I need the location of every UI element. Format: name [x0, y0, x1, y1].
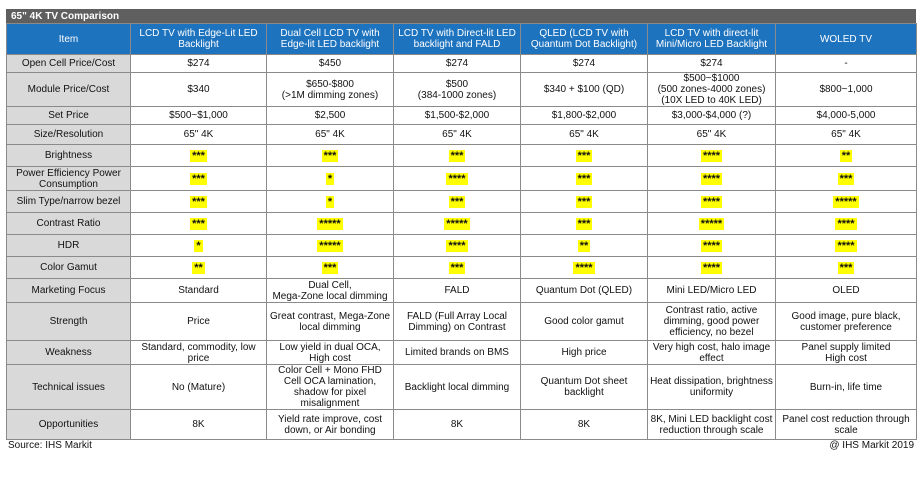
star-rating: *** — [192, 217, 205, 230]
table-cell: Price — [131, 303, 267, 341]
table-cell: Good image, pure black, customer preference — [776, 303, 917, 341]
table-cell — [267, 145, 394, 167]
table-cell: $274 — [131, 55, 267, 73]
table-cell: $340 + $100 (QD) — [521, 73, 648, 107]
table-cell: Panel cost reduction through scale — [776, 410, 917, 440]
header-row — [7, 24, 917, 55]
table-cell: $500~$1000 (500 zones-4000 zones) (10X LED to 40K LED) — [648, 73, 776, 107]
table-cell: Quantum Dot (QLED) — [521, 279, 648, 303]
column-header: WOLED TV — [776, 24, 917, 55]
row-label: Opportunities — [7, 410, 131, 440]
star-rating: ** — [579, 239, 589, 252]
star-rating: **** — [702, 261, 721, 274]
table-cell: 65" 4K — [776, 125, 917, 145]
table-cell — [648, 213, 776, 235]
table-cell — [394, 191, 521, 213]
table-cell: Backlight local dimming — [394, 365, 521, 410]
table-cell: Mini LED/Micro LED — [648, 279, 776, 303]
table-cell — [394, 235, 521, 257]
star-rating: * — [196, 239, 201, 252]
table-cell: Good color gamut — [521, 303, 648, 341]
table-cell: $3,000-$4,000 (?) — [648, 107, 776, 125]
table-cell: Yield rate improve, cost down, or Air bonding — [267, 410, 394, 440]
star-rating: * — [327, 172, 333, 185]
table-row — [7, 341, 917, 365]
star-rating: *** — [577, 172, 591, 185]
column-header: Item — [7, 24, 131, 55]
column-header: LCD TV with direct-lit Mini/Micro LED Backlight — [648, 24, 776, 55]
table-cell: $2,500 — [267, 107, 394, 125]
star-rating: *** — [450, 149, 464, 162]
table-cell: $274 — [648, 55, 776, 73]
table-cell: 8K, Mini LED backlight cost reduction through scale — [648, 410, 776, 440]
table-row — [7, 107, 917, 125]
star-rating: *** — [839, 261, 853, 274]
table-cell — [131, 235, 267, 257]
column-header: QLED (LCD TV with Quantum Dot Backlight) — [521, 24, 648, 55]
table-cell — [521, 257, 648, 279]
star-rating: ** — [841, 149, 851, 162]
table-cell: No (Mature) — [131, 365, 267, 410]
row-label: Marketing Focus — [7, 279, 131, 303]
source-note: Source: IHS Markit — [8, 440, 92, 451]
table-cell: 65" 4K — [267, 125, 394, 145]
star-rating: ***** — [319, 239, 341, 252]
table-cell — [776, 167, 917, 191]
table-cell: $4,000-5,000 — [776, 107, 917, 125]
star-rating: *** — [839, 172, 853, 185]
table-cell: Heat dissipation, brightness uniformity — [648, 365, 776, 410]
star-rating: **** — [837, 239, 855, 252]
star-rating: **** — [837, 217, 855, 230]
star-rating: ***** — [700, 217, 723, 230]
row-label: Strength — [7, 303, 131, 341]
star-rating: *** — [192, 195, 205, 208]
table-row — [7, 73, 917, 107]
table-row — [7, 235, 917, 257]
star-rating: ** — [194, 261, 203, 274]
table-row — [7, 191, 917, 213]
table-cell — [267, 191, 394, 213]
table-cell: Limited brands on BMS — [394, 341, 521, 365]
row-label: HDR — [7, 235, 131, 257]
table-cell — [776, 235, 917, 257]
star-rating: **** — [575, 261, 593, 274]
row-label: Open Cell Price/Cost — [7, 55, 131, 73]
row-label: Power Efficiency Power Consumption — [7, 167, 131, 191]
star-rating: ***** — [835, 195, 857, 208]
table-cell: Color Cell + Mono FHD Cell OCA lamination, shadow for pixel misalignment — [267, 365, 394, 410]
table-cell — [521, 191, 648, 213]
row-label: Brightness — [7, 145, 131, 167]
table-cell: $274 — [394, 55, 521, 73]
table-cell — [131, 191, 267, 213]
table-cell — [131, 257, 267, 279]
table-cell: Quantum Dot sheet backlight — [521, 365, 648, 410]
table-cell: $450 — [267, 55, 394, 73]
table-footer — [6, 440, 916, 452]
table-cell: High price — [521, 341, 648, 365]
row-label: Size/Resolution — [7, 125, 131, 145]
table-cell: $650-$800 (>1M dimming zones) — [267, 73, 394, 107]
star-rating: **** — [702, 195, 721, 208]
table-cell: Burn-in, life time — [776, 365, 917, 410]
row-label: Contrast Ratio — [7, 213, 131, 235]
table-cell — [648, 167, 776, 191]
table-cell: Low yield in dual OCA, High cost — [267, 341, 394, 365]
star-rating: **** — [448, 239, 466, 252]
table-cell — [394, 145, 521, 167]
table-body — [7, 55, 917, 440]
comparison-table — [6, 23, 917, 440]
table-cell — [267, 235, 394, 257]
table-cell — [131, 213, 267, 235]
star-rating: *** — [323, 261, 337, 274]
star-rating: *** — [192, 172, 205, 185]
table-cell — [648, 191, 776, 213]
star-rating: *** — [192, 149, 205, 162]
star-rating: *** — [323, 149, 337, 162]
table-row — [7, 55, 917, 73]
table-cell — [776, 191, 917, 213]
column-header: Dual Cell LCD TV with Edge-lit LED backlight — [267, 24, 394, 55]
table-cell — [648, 145, 776, 167]
star-rating: *** — [577, 217, 591, 230]
table-cell — [521, 213, 648, 235]
table-row — [7, 303, 917, 341]
table-cell: Panel supply limited High cost — [776, 341, 917, 365]
table-cell — [521, 145, 648, 167]
table-cell: 8K — [131, 410, 267, 440]
star-rating: **** — [702, 149, 721, 162]
star-rating: *** — [450, 261, 464, 274]
star-rating: **** — [702, 239, 721, 252]
table-cell — [131, 167, 267, 191]
star-rating: ***** — [319, 217, 341, 230]
table-cell — [648, 235, 776, 257]
table-cell: 8K — [394, 410, 521, 440]
column-header: LCD TV with Direct-lit LED backlight and FALD — [394, 24, 521, 55]
table-cell — [394, 213, 521, 235]
table-cell: $500~$1,000 — [131, 107, 267, 125]
table-cell: Very high cost, halo image effect — [648, 341, 776, 365]
star-rating: ***** — [446, 217, 468, 230]
table-cell: 65" 4K — [394, 125, 521, 145]
star-rating: **** — [702, 172, 721, 185]
table-cell: $274 — [521, 55, 648, 73]
star-rating: *** — [450, 195, 464, 208]
table-cell — [394, 257, 521, 279]
table-cell: $800~1,000 — [776, 73, 917, 107]
table-cell — [776, 257, 917, 279]
row-label: Weakness — [7, 341, 131, 365]
table-row — [7, 125, 917, 145]
table-title: 65" 4K TV Comparison — [6, 9, 916, 23]
copyright-note: @ IHS Markit 2019 — [829, 440, 914, 451]
table-cell — [648, 257, 776, 279]
star-rating: *** — [577, 149, 591, 162]
table-row — [7, 145, 917, 167]
table-cell: $1,800-$2,000 — [521, 107, 648, 125]
table-cell: $1,500-$2,000 — [394, 107, 521, 125]
table-cell: OLED — [776, 279, 917, 303]
table-cell: 65" 4K — [648, 125, 776, 145]
table-cell: - — [776, 55, 917, 73]
table-cell — [394, 167, 521, 191]
row-label: Technical issues — [7, 365, 131, 410]
row-label: Set Price — [7, 107, 131, 125]
table-cell: $500 (384-1000 zones) — [394, 73, 521, 107]
table-row — [7, 167, 917, 191]
table-row — [7, 213, 917, 235]
table-cell — [267, 167, 394, 191]
row-label: Slim Type/narrow bezel — [7, 191, 131, 213]
row-label: Module Price/Cost — [7, 73, 131, 107]
table-row — [7, 279, 917, 303]
table-cell: Standard, commodity, low price — [131, 341, 267, 365]
table-cell: Standard — [131, 279, 267, 303]
comparison-table-container — [6, 9, 916, 452]
table-cell: FALD (Full Array Local Dimming) on Contrast — [394, 303, 521, 341]
table-cell: 8K — [521, 410, 648, 440]
table-cell: FALD — [394, 279, 521, 303]
table-cell — [267, 213, 394, 235]
table-cell: Dual Cell, Mega-Zone local dimming — [267, 279, 394, 303]
table-row — [7, 410, 917, 440]
column-header: LCD TV with Edge-Lit LED Backlight — [131, 24, 267, 55]
table-cell — [267, 257, 394, 279]
table-cell — [776, 213, 917, 235]
star-rating: * — [327, 195, 333, 208]
table-row — [7, 365, 917, 410]
star-rating: *** — [577, 195, 591, 208]
row-label: Color Gamut — [7, 257, 131, 279]
table-cell — [521, 235, 648, 257]
table-cell — [521, 167, 648, 191]
table-cell: Contrast ratio, active dimming, good power efficiency, no bezel — [648, 303, 776, 341]
table-cell — [131, 145, 267, 167]
star-rating: **** — [448, 172, 466, 185]
table-cell: Great contrast, Mega-Zone local dimming — [267, 303, 394, 341]
table-cell: $340 — [131, 73, 267, 107]
table-row — [7, 257, 917, 279]
table-cell: 65" 4K — [521, 125, 648, 145]
table-cell — [776, 145, 917, 167]
table-cell: 65" 4K — [131, 125, 267, 145]
